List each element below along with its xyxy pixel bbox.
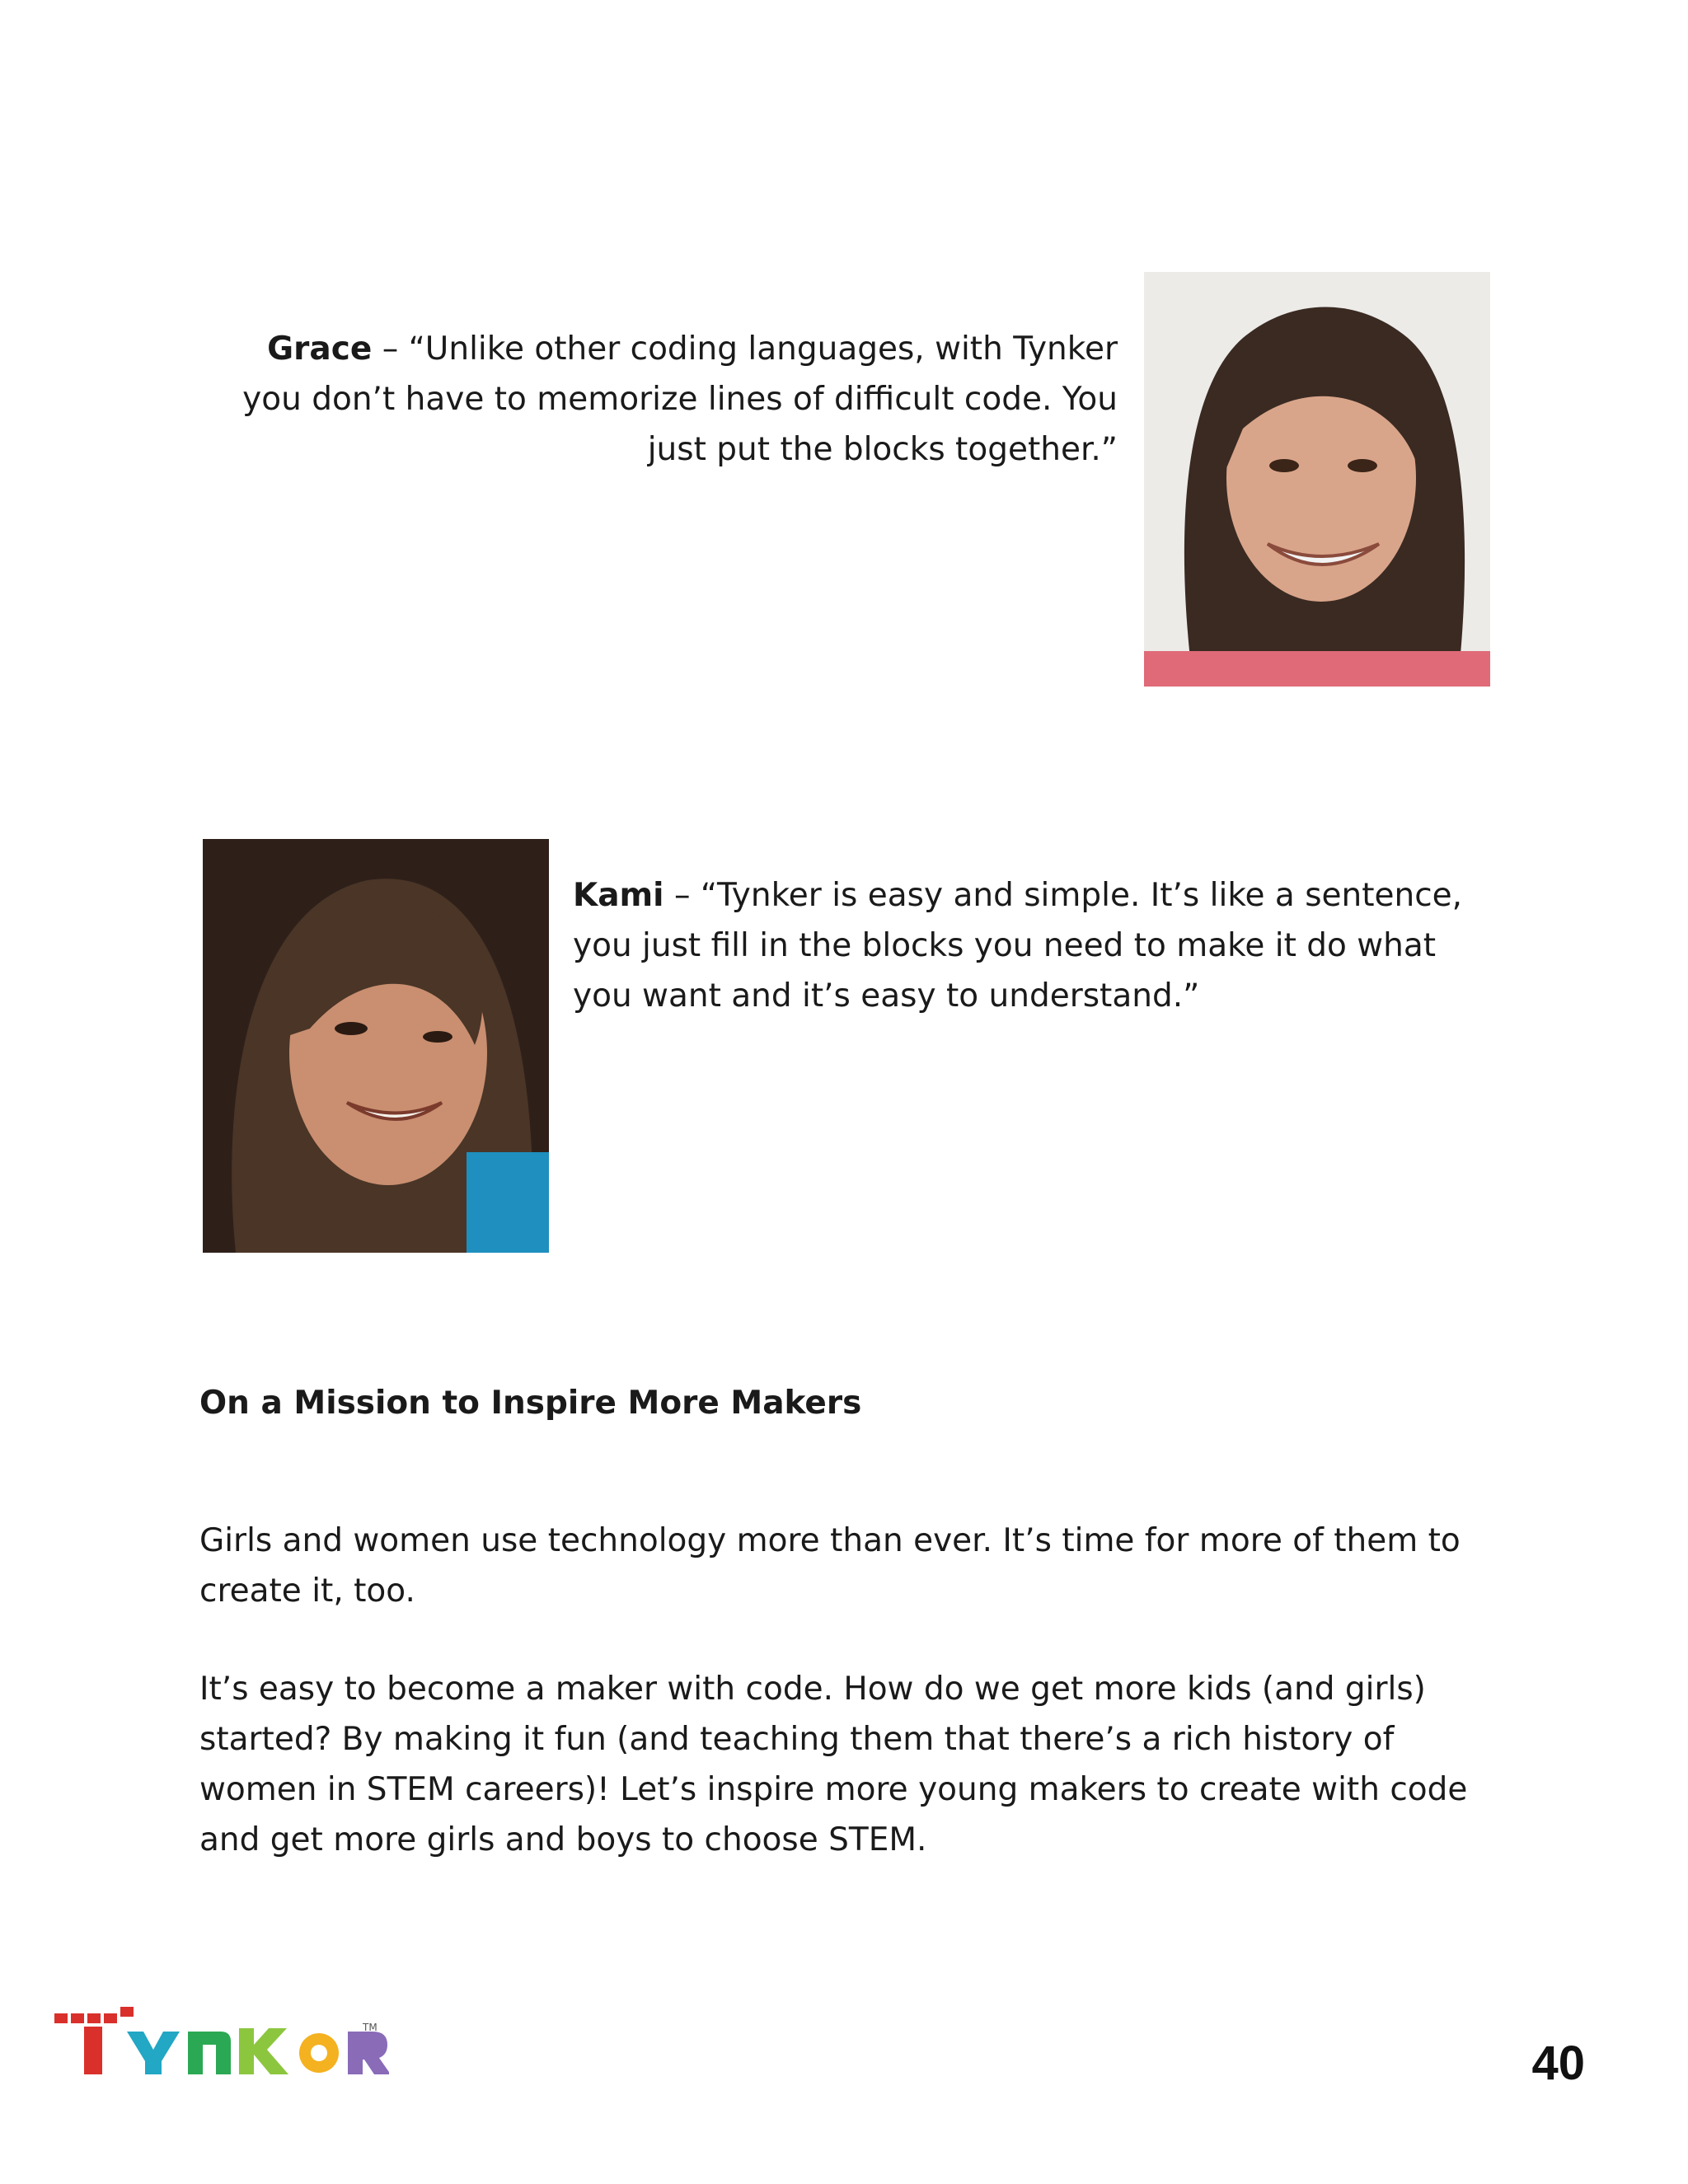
section-heading: On a Mission to Inspire More Makers xyxy=(199,1385,862,1422)
paragraph-2: It’s easy to become a maker with code. How do we get more kids (and girls) started? By making it fun (and teaching them that there’s a rich history of women in STEM careers)! Let’s inspire more young makers to create with code and get more girls and boys to choose STEM. xyxy=(199,1671,1468,1858)
paragraph-1: Girls and women use technology more than ever. It’s time for more of them to create it, too. xyxy=(199,1522,1461,1610)
grace-quote xyxy=(206,324,1118,475)
tynker-logo xyxy=(51,1999,389,2089)
kami-photo xyxy=(203,839,549,1253)
page-number: 40 xyxy=(1531,2036,1585,2090)
grace-name: Grace xyxy=(267,330,373,368)
kami-portrait-image xyxy=(203,839,549,1253)
kami-name: Kami xyxy=(573,877,664,914)
tynker-logo-image xyxy=(51,1999,389,2089)
kami-quote xyxy=(573,870,1496,1021)
grace-photo xyxy=(1144,272,1490,687)
trademark-symbol: TM xyxy=(363,2022,377,2033)
grace-quote-text: – “Unlike other coding languages, with Tynker you don’t have to memorize lines of difficult code. You just put the blocks together.” xyxy=(242,330,1118,468)
grace-portrait-image xyxy=(1144,272,1490,687)
kami-quote-text: – “Tynker is easy and simple. It’s like a sentence, you just fill in the blocks you need to make it do what you want and it’s easy to understand.” xyxy=(573,877,1463,1015)
